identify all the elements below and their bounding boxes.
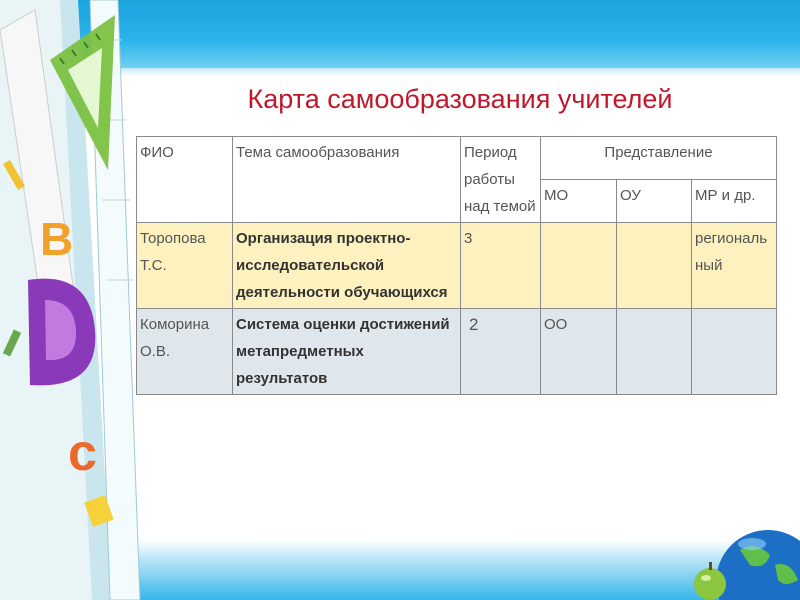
cell-period: 2 <box>461 309 541 395</box>
cell-mr <box>692 309 777 395</box>
svg-text:c: c <box>68 424 97 482</box>
header-mo: МО <box>541 180 617 223</box>
cell-ou <box>617 223 692 309</box>
cell-fio: Торопова Т.С. <box>137 223 233 309</box>
header-representation: Представление <box>541 137 777 180</box>
school-supplies-illustration <box>0 0 150 600</box>
cell-ou <box>617 309 692 395</box>
header-mr: МР и др. <box>692 180 777 223</box>
header-ou: ОУ <box>617 180 692 223</box>
cell-mo <box>541 223 617 309</box>
cell-mo: ОО <box>541 309 617 395</box>
cell-topic: Организация проектно-исследовательской деятельности обучающихся <box>233 223 461 309</box>
header-fio: ФИО <box>137 137 233 223</box>
header-topic: Тема самообразования <box>233 137 461 223</box>
self-education-table <box>136 136 777 395</box>
cell-period: 3 <box>461 223 541 309</box>
cell-mr: региональный <box>692 223 777 309</box>
table-row <box>137 309 777 395</box>
header-period: Период работы над темой <box>461 137 541 223</box>
svg-text:B: B <box>40 213 74 265</box>
cell-fio: Коморина О.В. <box>137 309 233 395</box>
slide-title: Карта самообразования учителей <box>247 84 673 114</box>
globe-and-apple-illustration <box>690 510 800 600</box>
table-row <box>137 223 777 309</box>
table-header-row <box>137 137 777 180</box>
cell-topic: Система оценки достижений метапредметных результатов <box>233 309 461 395</box>
